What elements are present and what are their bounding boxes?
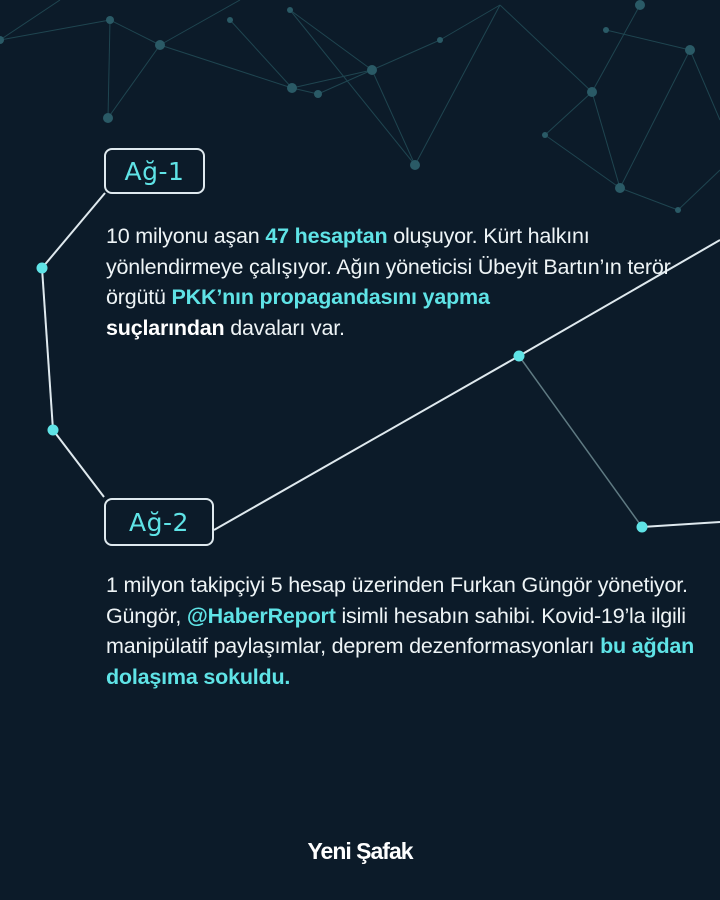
connector-faint [519, 356, 642, 527]
network-2-text-2: isimli hesabın sahibi. Kovid-19’la ilgili manipülatif paylaşımlar, deprem dezenformasyonları [106, 603, 686, 658]
network-2-description [106, 570, 706, 692]
network-2-label: Ağ-2 [104, 498, 214, 546]
network-2-highlight-spread: bu ağdan dolaşıma sokuldu. [106, 634, 695, 689]
network-1-highlight-accounts: 47 hesaptan [265, 224, 388, 248]
network-2-highlight-handle: @HaberReport [186, 603, 336, 628]
network-1-description [106, 221, 706, 343]
yeni-safak-logo: Yeni Şafak [307, 838, 413, 864]
network-1-text-3: davaları var. [224, 315, 345, 340]
network-1-highlight-pkk: PKK’nın propagandasını yapma [171, 285, 490, 309]
network-1-bold-crimes: suçlarından [106, 315, 225, 340]
network-2-text-1: 1 milyon takipçiyi 5 hesap üzerinden Furkan Güngör yönetiyor. Güngör, [106, 573, 688, 628]
network-1-label: Ağ-1 [104, 148, 205, 194]
network-1-text-2: oluşuyor. Kürt halkını yönlendirmeye çalışıyor. Ağın yöneticisi Übeyit Bartın’ın terör örgütü [106, 224, 671, 309]
network-1-text-1: 10 milyonu aşan [106, 224, 266, 248]
